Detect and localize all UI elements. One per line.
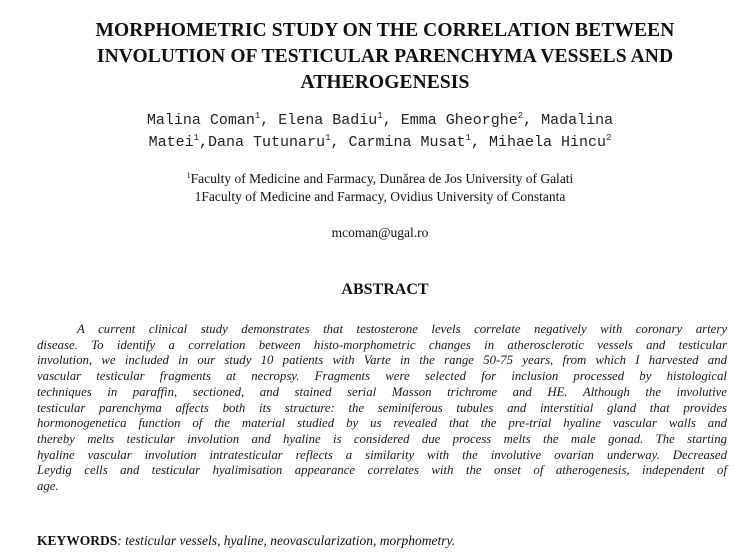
author-name-part: Madalina	[541, 112, 614, 129]
author-affiliation-mark: 2	[517, 111, 524, 121]
author-line-1	[60, 110, 700, 132]
author-separator: ,	[330, 134, 349, 151]
author-name: Carmina Musat	[348, 134, 466, 151]
author-affiliation-mark: 1	[325, 133, 331, 143]
author-affiliation-mark: 1	[377, 111, 383, 121]
affiliation-mark: 1	[186, 171, 191, 180]
author-name: Emma Gheorghe	[400, 112, 518, 129]
author-name: Mihaela Hincu	[488, 134, 606, 151]
abstract-line: thereby melts testicular involution and hyaline is considered due process melts the male gonad. The starting	[37, 431, 727, 446]
author-separator: ,	[523, 112, 542, 129]
abstract-line: testicular parenchyma affects both its structure: the seminiferous tubules and interstitial gland that provides	[37, 400, 727, 415]
abstract-line: techniques in paraffin, sectioned, and stained serial Masson trichrome and HE. Although the involutive	[37, 384, 727, 399]
abstract-line: age.	[37, 479, 59, 494]
affiliation-text: Faculty of Medicine and Farmacy, Dunărea de Jos University of Galati	[190, 171, 574, 186]
author-name: Malina Coman	[146, 112, 255, 129]
title-line: INVOLUTION OF TESTICULAR PARENCHYMA VESSELS AND	[96, 46, 674, 67]
affiliation-1	[60, 170, 700, 188]
author-name: Dana Tutunaru	[208, 134, 326, 151]
author-name-part: Matei	[148, 134, 194, 151]
abstract-heading: ABSTRACT	[341, 281, 429, 298]
contact-email: mcoman@ugal.ro	[331, 225, 429, 240]
keywords-text: : testicular vessels, hyaline, neovascularization, morphometry.	[117, 533, 456, 548]
abstract-line: disease. To identify a correlation between histo-morphometric changes in atherosclerotic vessels and testicular	[37, 337, 727, 352]
abstract-line: involution, we included in our study 10 patients with Varte in the range 50-75 years, from which I harvested and	[37, 353, 727, 368]
abstract-line: vascular testicular fragments at necropsy. Fragments were selected for inclusion processed by histological	[37, 369, 727, 384]
author-separator: ,	[382, 112, 401, 129]
author-affiliation-mark: 1	[193, 133, 200, 143]
title-line: MORPHOMETRIC STUDY ON THE CORRELATION BETWEEN	[95, 20, 675, 41]
author-list	[60, 110, 700, 154]
affiliation-2	[60, 188, 700, 206]
author-affiliation-mark: 1	[465, 133, 471, 143]
abstract-line: A current clinical study demonstrates that testosterone levels correlate negatively with coronary artery	[77, 322, 727, 336]
author-line-2	[60, 132, 700, 154]
abstract-line: hormonogenetica function of the material studied by us revealed that the pre-trial hyaline vascular walls and	[37, 416, 727, 431]
keywords-label: KEYWORDS	[37, 533, 118, 548]
author-separator: ,	[260, 112, 279, 129]
title-line: ATHEROGENESIS	[300, 72, 470, 93]
keywords	[37, 532, 727, 550]
author-separator: ,	[470, 134, 489, 151]
affiliation-text: 1Faculty of Medicine and Farmacy, Ovidius University of Constanta	[194, 189, 566, 204]
paper-title	[40, 18, 730, 96]
abstract-line: Leydig cells and testicular hyalimisation appearance correlates with the onset of atherogenesis, independent of	[37, 463, 727, 478]
abstract-line: hyaline vascular involution intratesticular reflects a similarity with the involutive ovarian underway. Decreased	[37, 447, 727, 462]
abstract-body	[37, 322, 727, 495]
author-separator: ,	[199, 134, 209, 151]
author-affiliation-mark: 2	[605, 133, 612, 143]
author-affiliation-mark: 1	[254, 111, 261, 121]
author-name: Elena Badiu	[278, 112, 378, 129]
